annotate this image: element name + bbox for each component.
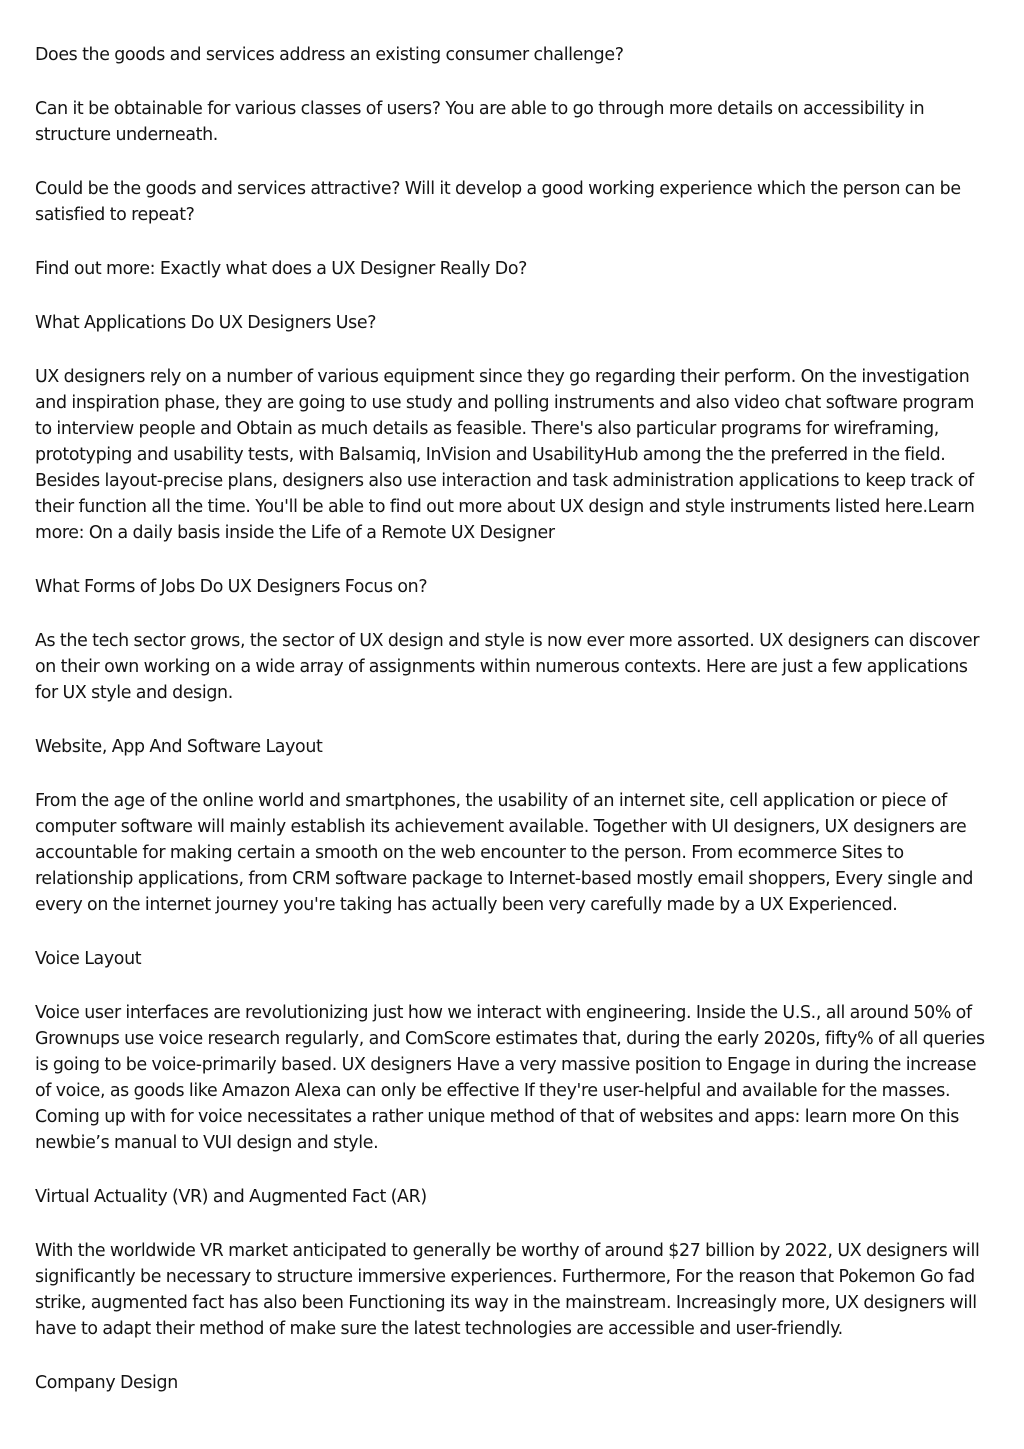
paragraph-forms-of-jobs-body: As the tech sector grows, the sector of UX design and style is now ever more assorted. UX designers can discover on their own working on a wide array of assignments within numerous contexts. Here are just a few applications for UX style and design. [35,631,980,703]
heading-website-app-software: Website, App And Software Layout [35,737,323,757]
paragraph-voice-layout-body: Voice user interfaces are revolutionizing just how we interact with engineering. Inside the U.S., all around 50% of Grownups use voice research regularly, and ComScore estimates that, during the early 2020s, fifty% of all queries is going to be voice-primarily based. UX designers Have a very massive position to Engage in during the increase of voice, as goods like Amazon Alexa can only be effective If they're user-helpful and available for the masses. Coming up with for voice necessitates a rather unique method of that of websites and apps: learn more On this newbie’s manual to VUI design and style. [35,1003,985,1153]
heading-forms-of-jobs: What Forms of Jobs Do UX Designers Focus on? [35,577,428,597]
paragraph-website-app-software-body: From the age of the online world and smartphones, the usability of an internet site, cell application or piece of computer software will mainly establish its achievement available. Together with UI designers, UX designers are accountable for making certain a smooth on the web encounter to the person. From ecommerce Sites to relationship applications, from CRM software package to Internet-based mostly email shoppers, Every single and every on the internet journey you're taking has actually been very carefully made by a UX Experienced. [35,791,974,915]
heading-voice-layout: Voice Layout [35,949,142,969]
document-body [35,42,985,1424]
heading-company-design: Company Design [35,1373,178,1393]
paragraph-applications-body: UX designers rely on a number of various equipment since they go regarding their perform. On the investigation and inspiration phase, they are going to use study and polling instruments and also video chat software program to interview people and Obtain as much details as feasible. There's also particular programs for wireframing, prototyping and usability tests, with Balsamiq, InVision and UsabilityHub among the the preferred in the field. Besides layout-precise plans, designers also use interaction and task administration applications to keep track of their function all the time. You'll be able to find out more about UX design and style instruments listed here.Learn more: On a daily basis inside the Life of a Remote UX Designer [35,367,975,543]
paragraph-question-existing-challenge: Does the goods and services address an existing consumer challenge? [35,45,624,65]
paragraph-vr-ar-body: With the worldwide VR market anticipated to generally be worthy of around $27 billion by 2022, UX designers will significantly be necessary to structure immersive experiences. Furthermore, For the reason that Pokemon Go fad strike, augmented fact has also been Functioning its way in the mainstream. Increasingly more, UX designers will have to adapt their method of make sure the latest technologies are accessible and user-friendly. [35,1241,980,1339]
paragraph-question-attractive: Could be the goods and services attractive? Will it develop a good working experience which the person can be satisfied to repeat? [35,179,961,225]
paragraph-question-obtainable: Can it be obtainable for various classes of users? You are able to go through more details on accessibility in structure underneath. [35,99,925,145]
heading-applications: What Applications Do UX Designers Use? [35,313,377,333]
heading-vr-ar: Virtual Actuality (VR) and Augmented Fact (AR) [35,1187,427,1207]
paragraph-find-out-more: Find out more: Exactly what does a UX Designer Really Do? [35,259,528,279]
